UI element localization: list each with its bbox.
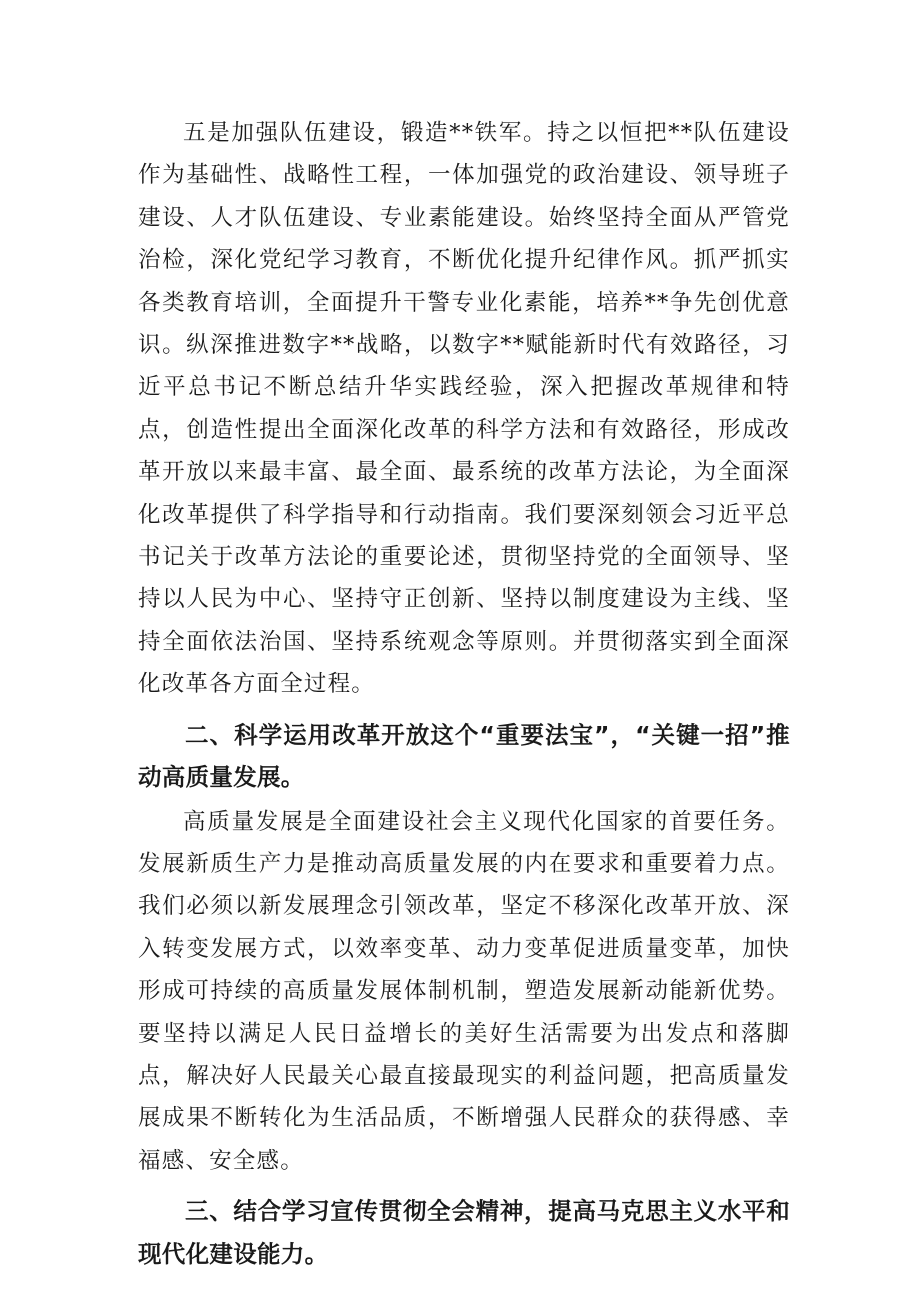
section-heading-three: 三、结合学习宣传贯彻全会精神，提高马克思主义水平和现代化建设能力。	[138, 1197, 790, 1268]
section-heading-two: 二、科学运用改革开放这个“重要法宝”，“关键一招”推动高质量发展。	[138, 720, 790, 792]
paragraph-team-building: 五是加强队伍建设，锻造**铁军。持之以恒把**队伍建设作为基础性、战略性工程，一体加强党的政治建设、领导班子建设、人才队伍建设、专业素能建设。始终坚持全面从严管党治检，深化党纪学习教育，不断优化提升纪律作风。抓严抓实各类教育培训，全面提升干警专业化素能，培养**争先创优意识。纵深推进数字**战略，以数字**赋能新时代有效路径，习近平总书记不断总结升华实践经验，深入把握改革规律和特点，创造性提出全面深化改革的科学方法和有效路径，形成改革开放以来最丰富、最全面、最系统的改革方法论，为全面深化改革提供了科学指导和行动指南。我们要深刻领会习近平总书记关于改革方法论的重要论述，贯彻坚持党的全面领导、坚持以人民为中心、坚持守正创新、坚持以制度建设为主线、坚持全面依法治国、坚持系统观念等原则。并贯彻落实到全面深化改革各方面全过程。	[138, 120, 790, 698]
paragraph-high-quality-development: 高质量发展是全面建设社会主义现代化国家的首要任务。发展新质生产力是推动高质量发展的内在要求和重要着力点。我们必须以新发展理念引领改革，坚定不移深化改革开放、深入转变发展方式，以效率变革、动力变革促进质量变革，加快形成可持续的高质量发展体制机制，塑造发展新动能新优势。要坚持以满足人民日益增长的美好生活需要为出发点和落脚点，解决好人民最关心最直接最现实的利益问题，把高质量发展成果不断转化为生活品质，不断增强人民群众的获得感、幸福感、安全感。	[138, 808, 790, 1174]
document-body	[138, 112, 790, 1275]
